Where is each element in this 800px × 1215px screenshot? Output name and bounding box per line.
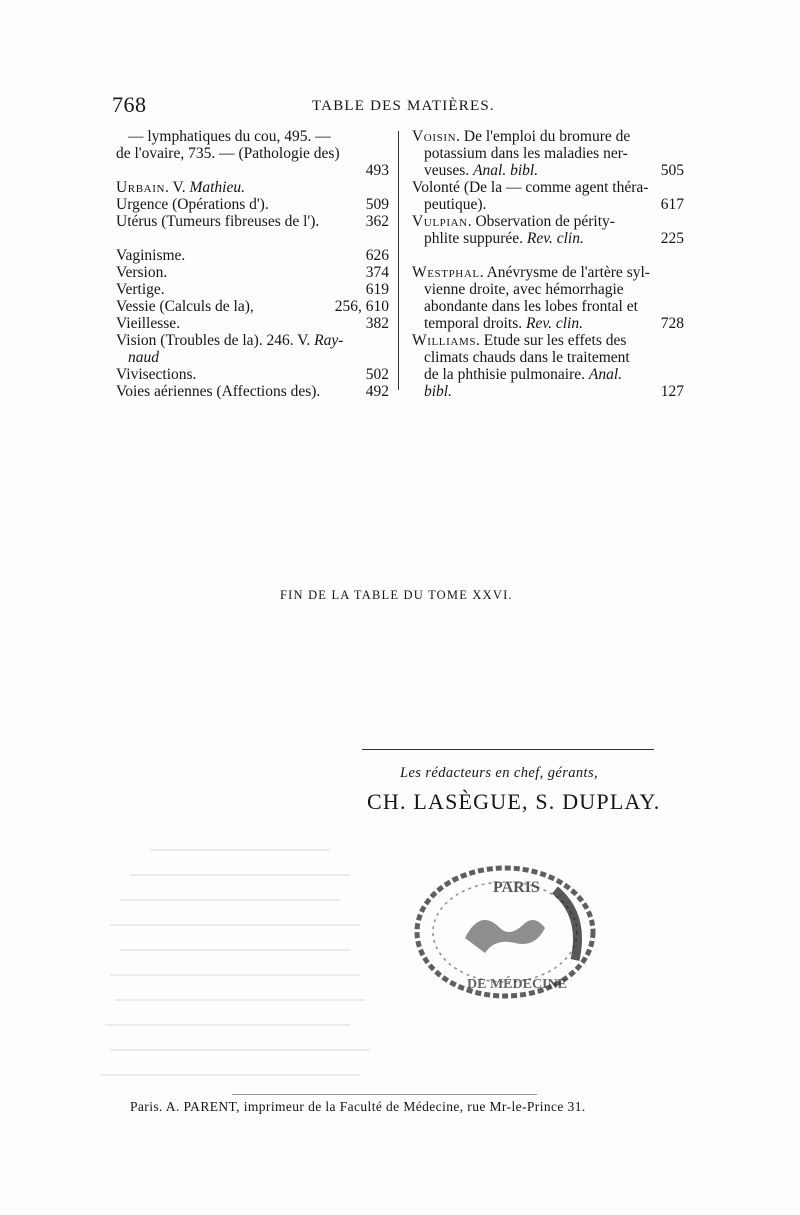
page-reference: 225 [660,230,684,247]
index-entry-line [412,230,684,247]
entry-text: Urgence (Opérations d'). [116,196,269,213]
page-reference: 382 [365,315,389,332]
index-entry-line [412,332,684,349]
editors-label: Les rédacteurs en chef, gérants, [400,765,599,781]
index-entry-line [412,213,684,230]
show-through-text [90,830,390,1120]
entry-text: phlite suppurée. [424,230,527,247]
entry-text: . De l'emploi du bromure de [456,128,631,145]
page-reference: 127 [660,383,684,400]
index-entry-line [116,366,389,383]
entry-text: temporal droits. [424,315,527,332]
index-entry-line [412,383,684,400]
index-entry-line [116,196,389,213]
entry-text: Vessie (Calculs de la), [116,298,254,315]
entry-italic-text: naud [128,349,159,366]
index-entry-line [412,264,684,281]
index-entry-line [412,179,684,196]
entry-text: . Anévrysme de l'artère syl- [479,264,650,281]
index-entry-line [116,247,389,264]
entry-text: . V. [165,179,190,196]
index-entry-line [116,332,389,349]
page-reference: 728 [660,315,684,332]
entry-text: Vivisections. [116,366,197,383]
page-reference: 493 [365,162,389,179]
index-entry-line [412,298,684,315]
entry-italic-text: Mathieu. [189,179,245,196]
index-entry-line [116,213,389,230]
entry-text: de la phthisie pulmonaire. [424,366,589,383]
entry-italic-text: Anal. bibl. [473,162,539,179]
index-entry-line [116,145,389,162]
entry-text: de l'ovaire, 735. — (Pathologie des) [116,145,340,162]
entry-text: veuses. [424,162,474,179]
entry-text: Volonté (De la — comme agent théra- [412,179,649,196]
page-reference: 617 [660,196,684,213]
entry-text: . Etude sur les effets des [476,332,627,349]
entry-text: — lymphatiques du cou, 495. — [128,128,331,145]
index-entry-line [116,264,389,281]
entry-text: Version. [116,264,168,281]
entry-gap [116,230,389,247]
library-stamp [405,860,605,1010]
end-of-table-line: FIN DE LA TABLE DU TOME XXVI. [280,588,513,602]
entry-text: peutique). [424,196,487,213]
index-entry-line [412,349,684,366]
index-entry-line [116,162,389,179]
page-reference: 505 [660,162,684,179]
author-name: Vulpian [412,213,468,230]
entry-text: abondante dans les lobes frontal et [424,298,638,315]
entry-text: potassium dans les maladies ner- [424,145,628,162]
signature-rule [362,749,654,750]
index-entry-line [116,298,389,315]
stamp-bottom-text: DE MÉDECINE [467,977,567,992]
running-header: TABLE DES MATIÈRES. [312,98,495,114]
page-reference: 502 [365,366,389,383]
entry-italic-text: bibl. [424,383,452,400]
page-reference: 374 [365,264,389,281]
index-entry-line [116,281,389,298]
left-column [116,128,389,400]
right-column [412,128,684,400]
index-entry-line [116,315,389,332]
index-entry-line [116,128,389,145]
printer-imprint: Paris. A. PARENT, imprimeur de la Faculté de Médecine, rue Mr-le-Prince 31. [130,1099,586,1114]
page-reference: 256, 610 [334,298,389,315]
entry-text: Voies aériennes (Affections des). [116,383,321,400]
entry-text: . Observation de périty- [467,213,615,230]
editors-names: CH. LASÈGUE, S. DUPLAY. [367,789,661,814]
author-name: Voisin [412,128,457,145]
entry-italic-text: Rev. clin. [526,315,583,332]
entry-italic-text: Ray- [314,332,344,349]
index-entry-line [412,162,684,179]
entry-gap [412,247,684,264]
index-entry-line [116,179,389,196]
page-reference: 619 [365,281,389,298]
index-entry-line [412,315,684,332]
entry-text: Vision (Troubles de la). 246. V. [116,332,315,349]
entry-italic-text: Rev. clin. [526,230,584,247]
stamp-top-text: PARIS [493,879,540,896]
entry-text: vienne droite, avec hémorrhagie [424,281,624,298]
page-reference: 492 [365,383,389,400]
index-entry-line [412,145,684,162]
entry-italic-text: Anal. [588,366,623,383]
entry-text: Utérus (Tumeurs fibreuses de l'). [116,213,320,230]
index-entry-line [412,128,684,145]
author-name: Williams [412,332,477,349]
index-entry-line [116,383,389,400]
author-name: Westphal [412,264,480,281]
index-entry-line [116,349,389,366]
entry-text: Vaginisme. [116,247,186,264]
footer-rule [232,1094,537,1095]
page-reference: 509 [365,196,389,213]
entry-text: climats chauds dans le traitement [424,349,630,366]
column-divider [398,131,399,390]
author-name: Urbain [116,179,166,196]
index-entry-line [412,281,684,298]
entry-text: Vieillesse. [116,315,181,332]
entry-text: Vertige. [116,281,165,298]
index-entry-line [412,196,684,213]
page-reference: 626 [365,247,389,264]
page-number: 768 [112,92,147,117]
page-reference: 362 [365,213,389,230]
index-entry-line [412,366,684,383]
